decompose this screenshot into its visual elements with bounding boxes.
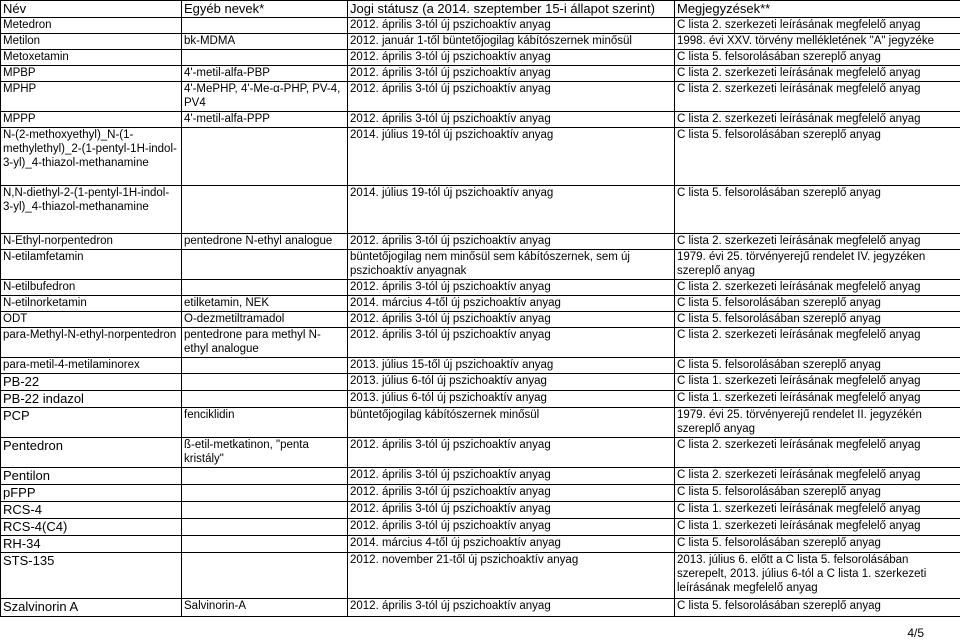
cell-other (182, 519, 348, 536)
cell-other (182, 186, 348, 234)
cell-status: 2012. április 3-tól új pszichoaktív anyag (348, 438, 675, 468)
table-row (1, 358, 960, 374)
table-row (1, 408, 960, 438)
cell-other (182, 50, 348, 66)
cell-other (182, 485, 348, 502)
cell-status: 2014. március 4-től új pszichoaktív anyag (348, 296, 675, 312)
cell-other: etilketamin, NEK (182, 296, 348, 312)
cell-name: pFPP (1, 485, 182, 502)
cell-name: STS-135 (1, 553, 182, 599)
table-row (1, 312, 960, 328)
table-row (1, 18, 960, 34)
cell-note: C lista 5. felsorolásában szereplő anyag (675, 128, 960, 186)
cell-note: C lista 1. szerkezeti leírásának megfelelő anyag (675, 374, 960, 391)
cell-name: MPHP (1, 82, 182, 112)
table-row (1, 536, 960, 553)
header-legal-status: Jogi státusz (a 2014. szeptember 15-i állapot szerint) (348, 1, 675, 18)
cell-status: 2012. április 3-tól új pszichoaktív anyag (348, 66, 675, 82)
header-other-names: Egyéb nevek* (182, 1, 348, 18)
table-row (1, 485, 960, 502)
cell-status: 2012. április 3-tól új pszichoaktív anyag (348, 502, 675, 519)
cell-note: C lista 5. felsorolásában szereplő anyag (675, 536, 960, 553)
table-row (1, 468, 960, 485)
cell-name: PCP (1, 408, 182, 438)
cell-status: 2013. július 6-tól új pszichoaktív anyag (348, 391, 675, 408)
cell-other (182, 536, 348, 553)
cell-note: C lista 2. szerkezeti leírásának megfelelő anyag (675, 112, 960, 128)
table-row (1, 391, 960, 408)
cell-note: C lista 5. felsorolásában szereplő anyag (675, 485, 960, 502)
cell-status: 2012. április 3-tól új pszichoaktív anyag (348, 519, 675, 536)
cell-other: 4'-metil-alfa-PPP (182, 112, 348, 128)
cell-other (182, 374, 348, 391)
cell-note: C lista 5. felsorolásában szereplő anyag (675, 358, 960, 374)
cell-note: C lista 2. szerkezeti leírásának megfelelő anyag (675, 82, 960, 112)
table-row (1, 502, 960, 519)
cell-status: 2012. április 3-tól új pszichoaktív anyag (348, 82, 675, 112)
cell-name: RCS-4 (1, 502, 182, 519)
table-row (1, 280, 960, 296)
cell-other: ß-etil-metkatinon, "penta kristály" (182, 438, 348, 468)
cell-note: C lista 2. szerkezeti leírásának megfelelő anyag (675, 468, 960, 485)
cell-name: ODT (1, 312, 182, 328)
cell-status: 2012. április 3-tól új pszichoaktív anyag (348, 485, 675, 502)
cell-name: N-(2-methoxyethyl)_N-(1-methylethyl)_2-(1-pentyl-1H-indol-3-yl)_4-thiazol-methanamine (1, 128, 182, 186)
table-row (1, 374, 960, 391)
cell-status: 2012. április 3-tól új pszichoaktív anyag (348, 280, 675, 296)
table-row (1, 328, 960, 358)
cell-name: Szalvinorin A (1, 599, 182, 617)
cell-name: Metoxetamin (1, 50, 182, 66)
cell-note: 1979. évi 25. törvényerejű rendelet II. jegyzékén szereplő anyag (675, 408, 960, 438)
cell-note: C lista 5. felsorolásában szereplő anyag (675, 50, 960, 66)
cell-status: büntetőjogilag kábítószernek minősül (348, 408, 675, 438)
cell-other: bk-MDMA (182, 34, 348, 50)
cell-status: 2013. július 15-től új pszichoaktív anyag (348, 358, 675, 374)
header-notes: Megjegyzések** (675, 1, 960, 18)
table-row (1, 128, 960, 186)
table-row (1, 553, 960, 599)
page-number: 4/5 (907, 626, 924, 640)
cell-note: 1998. évi XXV. törvény mellékletének "A" jegyzéke (675, 34, 960, 50)
cell-other: 4'-metil-alfa-PBP (182, 66, 348, 82)
cell-note: 2013. július 6. előtt a C lista 5. felsorolásában szerepelt, 2013. július 6-tól a C lista 1. szerkezeti leírásának megfelelő anyag (675, 553, 960, 599)
table-row (1, 66, 960, 82)
cell-name: N-etilnorketamin (1, 296, 182, 312)
table-row (1, 82, 960, 112)
cell-status: 2014. március 4-től új pszichoaktív anyag (348, 536, 675, 553)
cell-name: RCS-4(C4) (1, 519, 182, 536)
cell-name: N,N-diethyl-2-(1-pentyl-1H-indol-3-yl)_4-thiazol-methanamine (1, 186, 182, 234)
cell-name: MPPP (1, 112, 182, 128)
cell-status: 2012. január 1-től büntetőjogilag kábítószernek minősül (348, 34, 675, 50)
cell-name: para-metil-4-metilaminorex (1, 358, 182, 374)
cell-name: Pentilon (1, 468, 182, 485)
cell-other (182, 468, 348, 485)
cell-status: 2012. április 3-tól új pszichoaktív anyag (348, 18, 675, 34)
cell-name: PB-22 (1, 374, 182, 391)
cell-name: N-Ethyl-norpentedron (1, 234, 182, 250)
cell-note: C lista 5. felsorolásában szereplő anyag (675, 296, 960, 312)
cell-name: para-Methyl-N-ethyl-norpentedron (1, 328, 182, 358)
cell-status: 2014. július 19-tól új pszichoaktív anyag (348, 128, 675, 186)
cell-name: PB-22 indazol (1, 391, 182, 408)
cell-note: C lista 5. felsorolásában szereplő anyag (675, 186, 960, 234)
cell-other (182, 18, 348, 34)
cell-note: C lista 1. szerkezeti leírásának megfelelő anyag (675, 519, 960, 536)
cell-name: Metedron (1, 18, 182, 34)
cell-other: 4'-MePHP, 4'-Me-α-PHP, PV-4, PV4 (182, 82, 348, 112)
cell-note: C lista 2. szerkezeti leírásának megfelelő anyag (675, 280, 960, 296)
cell-status: 2014. július 19-tól új pszichoaktív anyag (348, 186, 675, 234)
table-row (1, 186, 960, 234)
cell-other: pentedrone para methyl N-ethyl analogue (182, 328, 348, 358)
cell-note: C lista 1. szerkezeti leírásának megfelelő anyag (675, 391, 960, 408)
table-row (1, 234, 960, 250)
cell-status: 2013. július 6-tól új pszichoaktív anyag (348, 374, 675, 391)
cell-note: C lista 2. szerkezeti leírásának megfelelő anyag (675, 234, 960, 250)
cell-other: pentedrone N-ethyl analogue (182, 234, 348, 250)
header-name: Név (1, 1, 182, 18)
table-row (1, 50, 960, 66)
cell-status: 2012. április 3-tól új pszichoaktív anyag (348, 599, 675, 617)
cell-name: MPBP (1, 66, 182, 82)
cell-other (182, 250, 348, 280)
cell-note: C lista 1. szerkezeti leírásának megfelelő anyag (675, 502, 960, 519)
cell-name: N-etilamfetamin (1, 250, 182, 280)
cell-other (182, 391, 348, 408)
cell-note: C lista 2. szerkezeti leírásának megfelelő anyag (675, 66, 960, 82)
cell-status: 2012. április 3-tól új pszichoaktív anyag (348, 328, 675, 358)
table-row (1, 296, 960, 312)
cell-other (182, 358, 348, 374)
cell-status: 2012. április 3-tól új pszichoaktív anyag (348, 50, 675, 66)
cell-other: O-dezmetiltramadol (182, 312, 348, 328)
cell-note: C lista 2. szerkezeti leírásának megfelelő anyag (675, 328, 960, 358)
cell-note: C lista 5. felsorolásában szereplő anyag (675, 312, 960, 328)
cell-status: 2012. április 3-tól új pszichoaktív anyag (348, 234, 675, 250)
cell-name: Metilon (1, 34, 182, 50)
table-row (1, 34, 960, 50)
cell-status: 2012. november 21-től új pszichoaktív anyag (348, 553, 675, 599)
cell-name: N-etilbufedron (1, 280, 182, 296)
table-row (1, 250, 960, 280)
cell-other (182, 553, 348, 599)
cell-name: RH-34 (1, 536, 182, 553)
table-row (1, 438, 960, 468)
table-row (1, 519, 960, 536)
cell-note: C lista 5. felsorolásában szereplő anyag (675, 599, 960, 617)
cell-other: Salvinorin-A (182, 599, 348, 617)
cell-other (182, 280, 348, 296)
cell-status: 2012. április 3-tól új pszichoaktív anyag (348, 312, 675, 328)
cell-note: 1979. évi 25. törvényerejű rendelet IV. jegyzéken szereplő anyag (675, 250, 960, 280)
table-row (1, 599, 960, 617)
cell-note: C lista 2. szerkezeti leírásának megfelelő anyag (675, 18, 960, 34)
cell-other (182, 502, 348, 519)
cell-note: C lista 2. szerkezeti leírásának megfelelő anyag (675, 438, 960, 468)
cell-name: Pentedron (1, 438, 182, 468)
table-header (1, 1, 960, 18)
cell-status: 2012. április 3-tól új pszichoaktív anyag (348, 112, 675, 128)
cell-status: 2012. április 3-tól új pszichoaktív anyag (348, 468, 675, 485)
cell-other: fenciklidin (182, 408, 348, 438)
cell-status: büntetőjogilag nem minősül sem kábítószernek, sem új pszichoaktív anyagnak (348, 250, 675, 280)
cell-other (182, 128, 348, 186)
table-row (1, 112, 960, 128)
